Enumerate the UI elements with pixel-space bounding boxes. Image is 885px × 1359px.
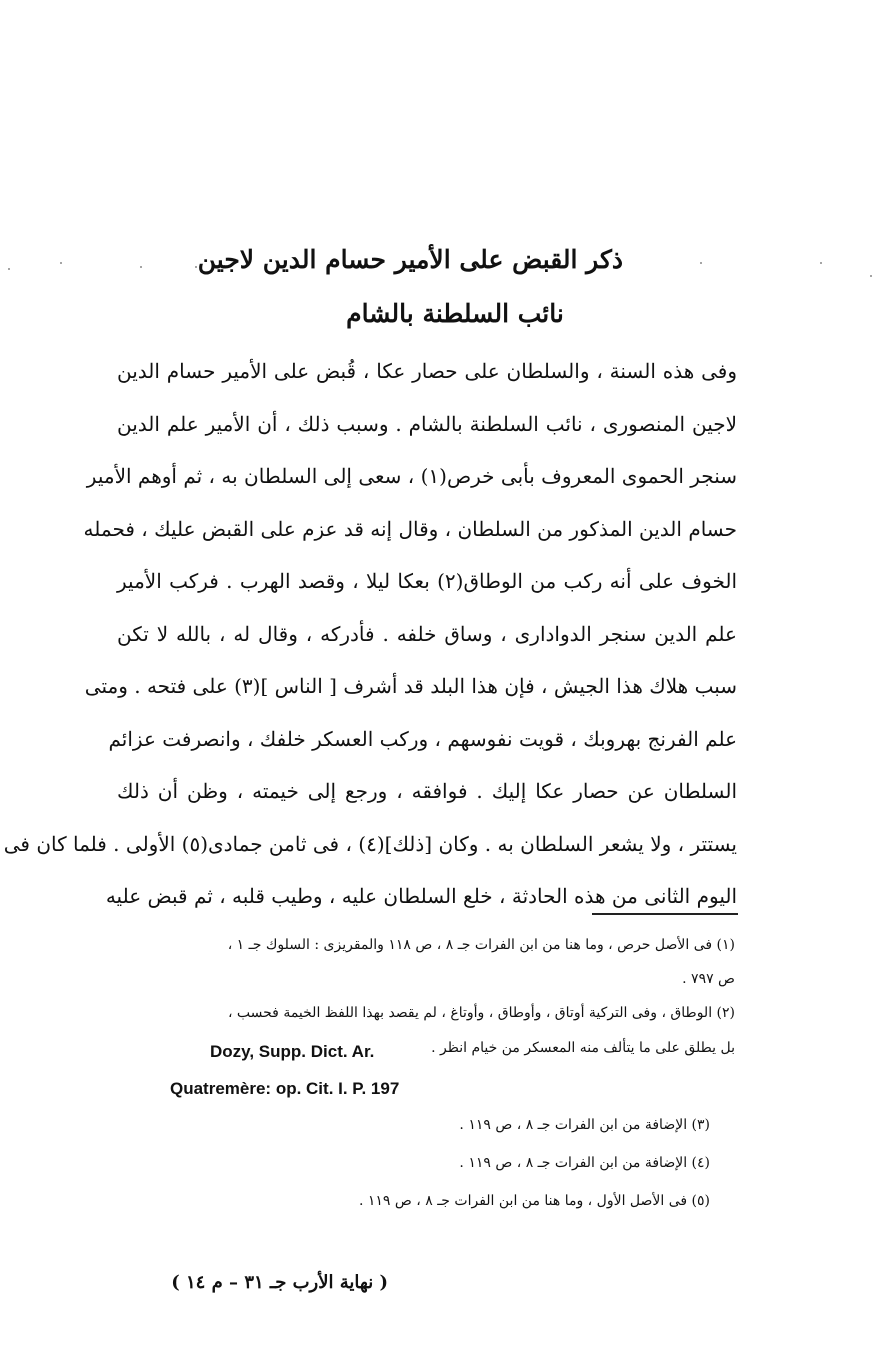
body-line: يستتر ، ولا يشعر السلطان به . وكان [ذلك](٤) ، فى ثامن جمادى(٥) الأولى . فلما كان فى: [3, 831, 737, 856]
footnote-3: (٣) الإضافة من ابن الفرات جـ ٨ ، ص ١١٩ .: [459, 1117, 710, 1133]
footnotes: [115, 928, 735, 1030]
scan-speck: [700, 262, 702, 264]
body-line: لاجين المنصورى ، نائب السلطنة بالشام . وسبب ذلك ، أن الأمير علم الدين: [117, 411, 737, 436]
scan-speck: [870, 275, 872, 277]
footnote-2-latin-reference-2: Quatremère: op. Cit. I. P. 197: [170, 1079, 400, 1098]
body-line: الخوف على أنه ركب من الوطاق(٢) بعكا ليلا ، وقصد الهرب . فركب الأمير: [117, 569, 738, 593]
footnote-2-line-2: بل يطلق على ما يتألف منه المعسكر من خيام انظر .: [431, 1040, 735, 1056]
section-title: ذكر القبض على الأمير حسام الدين لاجين: [197, 245, 623, 274]
scan-speck: [195, 266, 197, 268]
body-line: علم الدين سنجر الدوادارى ، وساق خلفه . فأدركه ، وقال له ، بالله لا تكن: [117, 621, 737, 646]
body-line: سبب هلاك هذا الجيش ، فإن هذا البلد قد أشرف [ الناس ](٣) على فتحه . ومتى: [84, 674, 737, 698]
body-line: سنجر الحموى المعروف بأبى خرص(١) ، سعى إلى السلطان به ، ثم أوهم الأمير: [86, 464, 737, 488]
scan-speck: [820, 262, 822, 264]
body-line: السلطان عن حصار عكا إليك . فوافقه ، ورجع إلى خيمته ، وظن أن ذلك: [117, 779, 737, 803]
footnote-1-line-2: ص ٧٩٧ .: [682, 971, 735, 987]
body-line: حسام الدين المذكور من السلطان ، وقال إنه قد عزم على القبض عليك ، فحمله: [83, 516, 737, 541]
footnote-2-line-1: (٢) الوطاق ، وفى التركية أوتاق ، وأوطاق ، وأوتاغ ، لم يقصد بهذا اللفظ الخيمة فحسب ،: [227, 1005, 735, 1021]
section-subtitle: نائب السلطنة بالشام: [346, 299, 564, 328]
footnote-1-line-1: (١) فى الأصل حرص ، وما هنا من ابن الفرات جـ ٨ ، ص ١١٨ والمقريزى : السلوك جـ ١ ،: [227, 937, 735, 953]
scan-speck: [8, 268, 10, 270]
body-line: اليوم الثانى من هذه الحادثة ، خلع السلطان عليه ، وطيب قلبه ، ثم قبض عليه: [105, 884, 737, 908]
scan-speck: [60, 262, 62, 264]
scan-speck: [140, 266, 142, 268]
footnote-5: (٥) فى الأصل الأول ، وما هنا من ابن الفرات جـ ٨ ، ص ١١٩ .: [358, 1193, 710, 1209]
footnote-separator: [592, 913, 738, 915]
body-line: وفى هذه السنة ، والسلطان على حصار عكا ، قُبض على الأمير حسام الدين: [117, 359, 737, 383]
body-line: علم الفرنج بهروبك ، قويت نفوسهم ، وركب العسكر خلفك ، وانصرفت عزائم: [108, 726, 737, 751]
page-signature: ( نهاية الأرب جـ ٣١ – م ١٤ ): [171, 1272, 388, 1293]
footnote-4: (٤) الإضافة من ابن الفرات جـ ٨ ، ص ١١٩ .: [459, 1155, 710, 1171]
body-text: [3, 345, 738, 923]
footnote-2-latin-reference-1: Dozy, Supp. Dict. Ar.: [210, 1042, 375, 1061]
